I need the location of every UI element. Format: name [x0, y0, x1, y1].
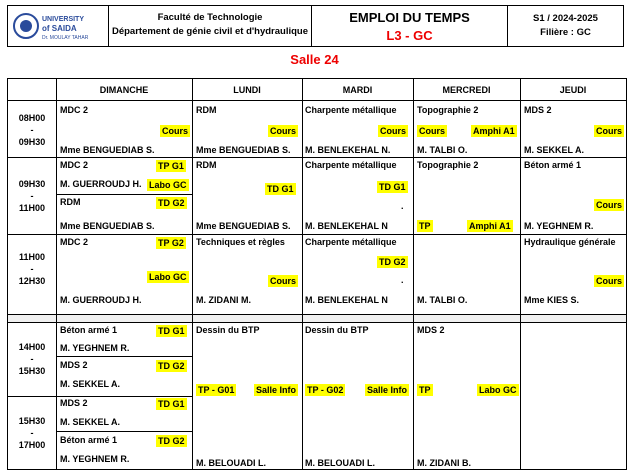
room-tag: Amphi A1 [473, 126, 515, 136]
course-name: MDS 2 [60, 398, 88, 408]
day-header-mercredi: MERCREDI [442, 85, 491, 95]
teacher-name: Mme BENGUEDIAB S. [196, 221, 291, 231]
time-slot-1: 08H00 - 09H30 [18, 113, 46, 147]
teacher-name: Mme KIES S. [524, 295, 580, 305]
group-tag: TD G1 [267, 184, 294, 194]
session-tag: Cours [270, 276, 297, 286]
teacher-name: M. BELOUADI L. [305, 458, 375, 468]
teacher-name: M. BENLEKEHAL N [305, 221, 388, 231]
session-tag: TP [419, 385, 431, 395]
group-tag: TD G1 [379, 182, 406, 192]
session-tag: TP [419, 221, 431, 231]
course-name: Charpente métallique [305, 105, 397, 115]
teacher-name: M. TALBI O. [417, 145, 468, 155]
course-name: Béton armé 1 [524, 160, 582, 170]
session-tag: Cours [596, 126, 623, 136]
course-name: Dessin du BTP [196, 325, 260, 335]
teacher-name: M. YEGHNEM R. [524, 221, 594, 231]
room-title: Salle 24 [290, 52, 339, 67]
svg-text:UNIVERSITY: UNIVERSITY [42, 16, 85, 23]
teacher-name: M. BENLEKEHAL N. [305, 145, 391, 155]
day-header-lundi: LUNDI [233, 85, 261, 95]
lunch-break-band [8, 314, 626, 323]
room-tag: Amphi A1 [469, 221, 511, 231]
day-header-mardi: MARDI [342, 85, 373, 95]
session-tag: Cours [596, 200, 623, 210]
course-name: Dessin du BTP [305, 325, 369, 335]
time-slot-4: 14H00 - 15H30 [18, 342, 46, 376]
university-logo-icon [12, 9, 104, 43]
page-title: EMPLOI DU TEMPS [349, 10, 470, 25]
separator-dot: . [401, 201, 404, 211]
university-logo [8, 6, 109, 46]
teacher-name: M. ZIDANI M. [196, 295, 251, 305]
teacher-name: M. SEKKEL A. [524, 145, 585, 155]
course-name: MDC 2 [60, 160, 89, 170]
group-tag: TD G2 [158, 436, 185, 446]
teacher-name: M. SEKKEL A. [60, 417, 121, 427]
semester-block [508, 6, 623, 46]
teacher-name: Mme BENGUEDIAB S. [60, 145, 155, 155]
session-tag: Cours [419, 126, 446, 136]
course-name: MDS 2 [417, 325, 445, 335]
group-tag: TD G2 [158, 361, 185, 371]
teacher-name: M. YEGHNEM R. [60, 454, 130, 464]
svg-text:Dr. MOULAY TAHAR: Dr. MOULAY TAHAR [42, 35, 89, 41]
separator-dot: . [401, 275, 404, 285]
group-tag: TP - G01 [198, 385, 235, 395]
time-slot-2: 09H30 - 11H00 [18, 179, 46, 213]
course-name: MDS 2 [60, 360, 88, 370]
day-header-dimanche: DIMANCHE [99, 85, 149, 95]
teacher-name: Mme BENGUEDIAB S. [196, 145, 291, 155]
session-tag: Cours [380, 126, 407, 136]
room-tag: Salle Info [256, 385, 297, 395]
teacher-name: M. ZIDANI B. [417, 458, 471, 468]
time-slot-5: 15H30 - 17H00 [18, 416, 46, 450]
course-name: RDM [196, 105, 217, 115]
course-name: Techniques et règles [196, 237, 285, 247]
room-tag: Labo GC [479, 385, 517, 395]
header [7, 5, 624, 47]
course-name: Béton armé 1 [60, 435, 118, 445]
course-name: RDM [60, 197, 81, 207]
session-tag: Cours [596, 276, 623, 286]
teacher-name: Mme BENGUEDIAB S. [60, 221, 155, 231]
class-name: L3 - GC [386, 28, 433, 43]
teacher-name: M. TALBI O. [417, 295, 468, 305]
faculty-name: Faculté de Technologie [157, 12, 263, 23]
course-name: Charpente métallique [305, 160, 397, 170]
group-tag: TP - G02 [307, 385, 344, 395]
session-tag: Cours [162, 126, 189, 136]
group-tag: TP G2 [158, 238, 184, 248]
day-header-jeudi: JEUDI [559, 85, 587, 95]
department-name: Département de génie civil et d'hydraulique [111, 26, 308, 37]
teacher-name: M. YEGHNEM R. [60, 343, 130, 353]
timetable [7, 78, 627, 470]
session-tag: Cours [270, 126, 297, 136]
teacher-name: M. SEKKEL A. [60, 379, 121, 389]
course-name: Charpente métallique [305, 237, 397, 247]
group-tag: TP G1 [158, 161, 184, 171]
course-name: Hydraulique générale [524, 237, 616, 247]
course-name: MDC 2 [60, 105, 89, 115]
room-tag: Labo GC [149, 272, 187, 282]
group-tag: TD G1 [158, 326, 185, 336]
teacher-name: M. GUERROUDJ H. [60, 295, 142, 305]
group-tag: TD G2 [158, 198, 185, 208]
teacher-name: M. BENLEKEHAL N [305, 295, 388, 305]
time-slot-3: 11H00 - 12H30 [18, 252, 46, 286]
faculty-block [109, 6, 312, 46]
teacher-name: M. BELOUADI L. [196, 458, 266, 468]
group-tag: TD G1 [158, 399, 185, 409]
course-name: RDM [196, 160, 217, 170]
room-tag: Labo GC [149, 180, 187, 190]
semester: S1 / 2024-2025 [533, 13, 598, 24]
teacher-name: M. GUERROUDJ H. [60, 179, 142, 189]
course-name: MDC 2 [60, 237, 89, 247]
course-name: Topographie 2 [417, 105, 479, 115]
group-tag: TD G2 [379, 257, 406, 267]
course-name: MDS 2 [524, 105, 552, 115]
filiere: Filière : GC [540, 27, 591, 38]
room-tag: Salle Info [367, 385, 408, 395]
title-block [312, 6, 508, 46]
course-name: Béton armé 1 [60, 325, 118, 335]
course-name: Topographie 2 [417, 160, 479, 170]
svg-text:of SAIDA: of SAIDA [42, 24, 77, 33]
